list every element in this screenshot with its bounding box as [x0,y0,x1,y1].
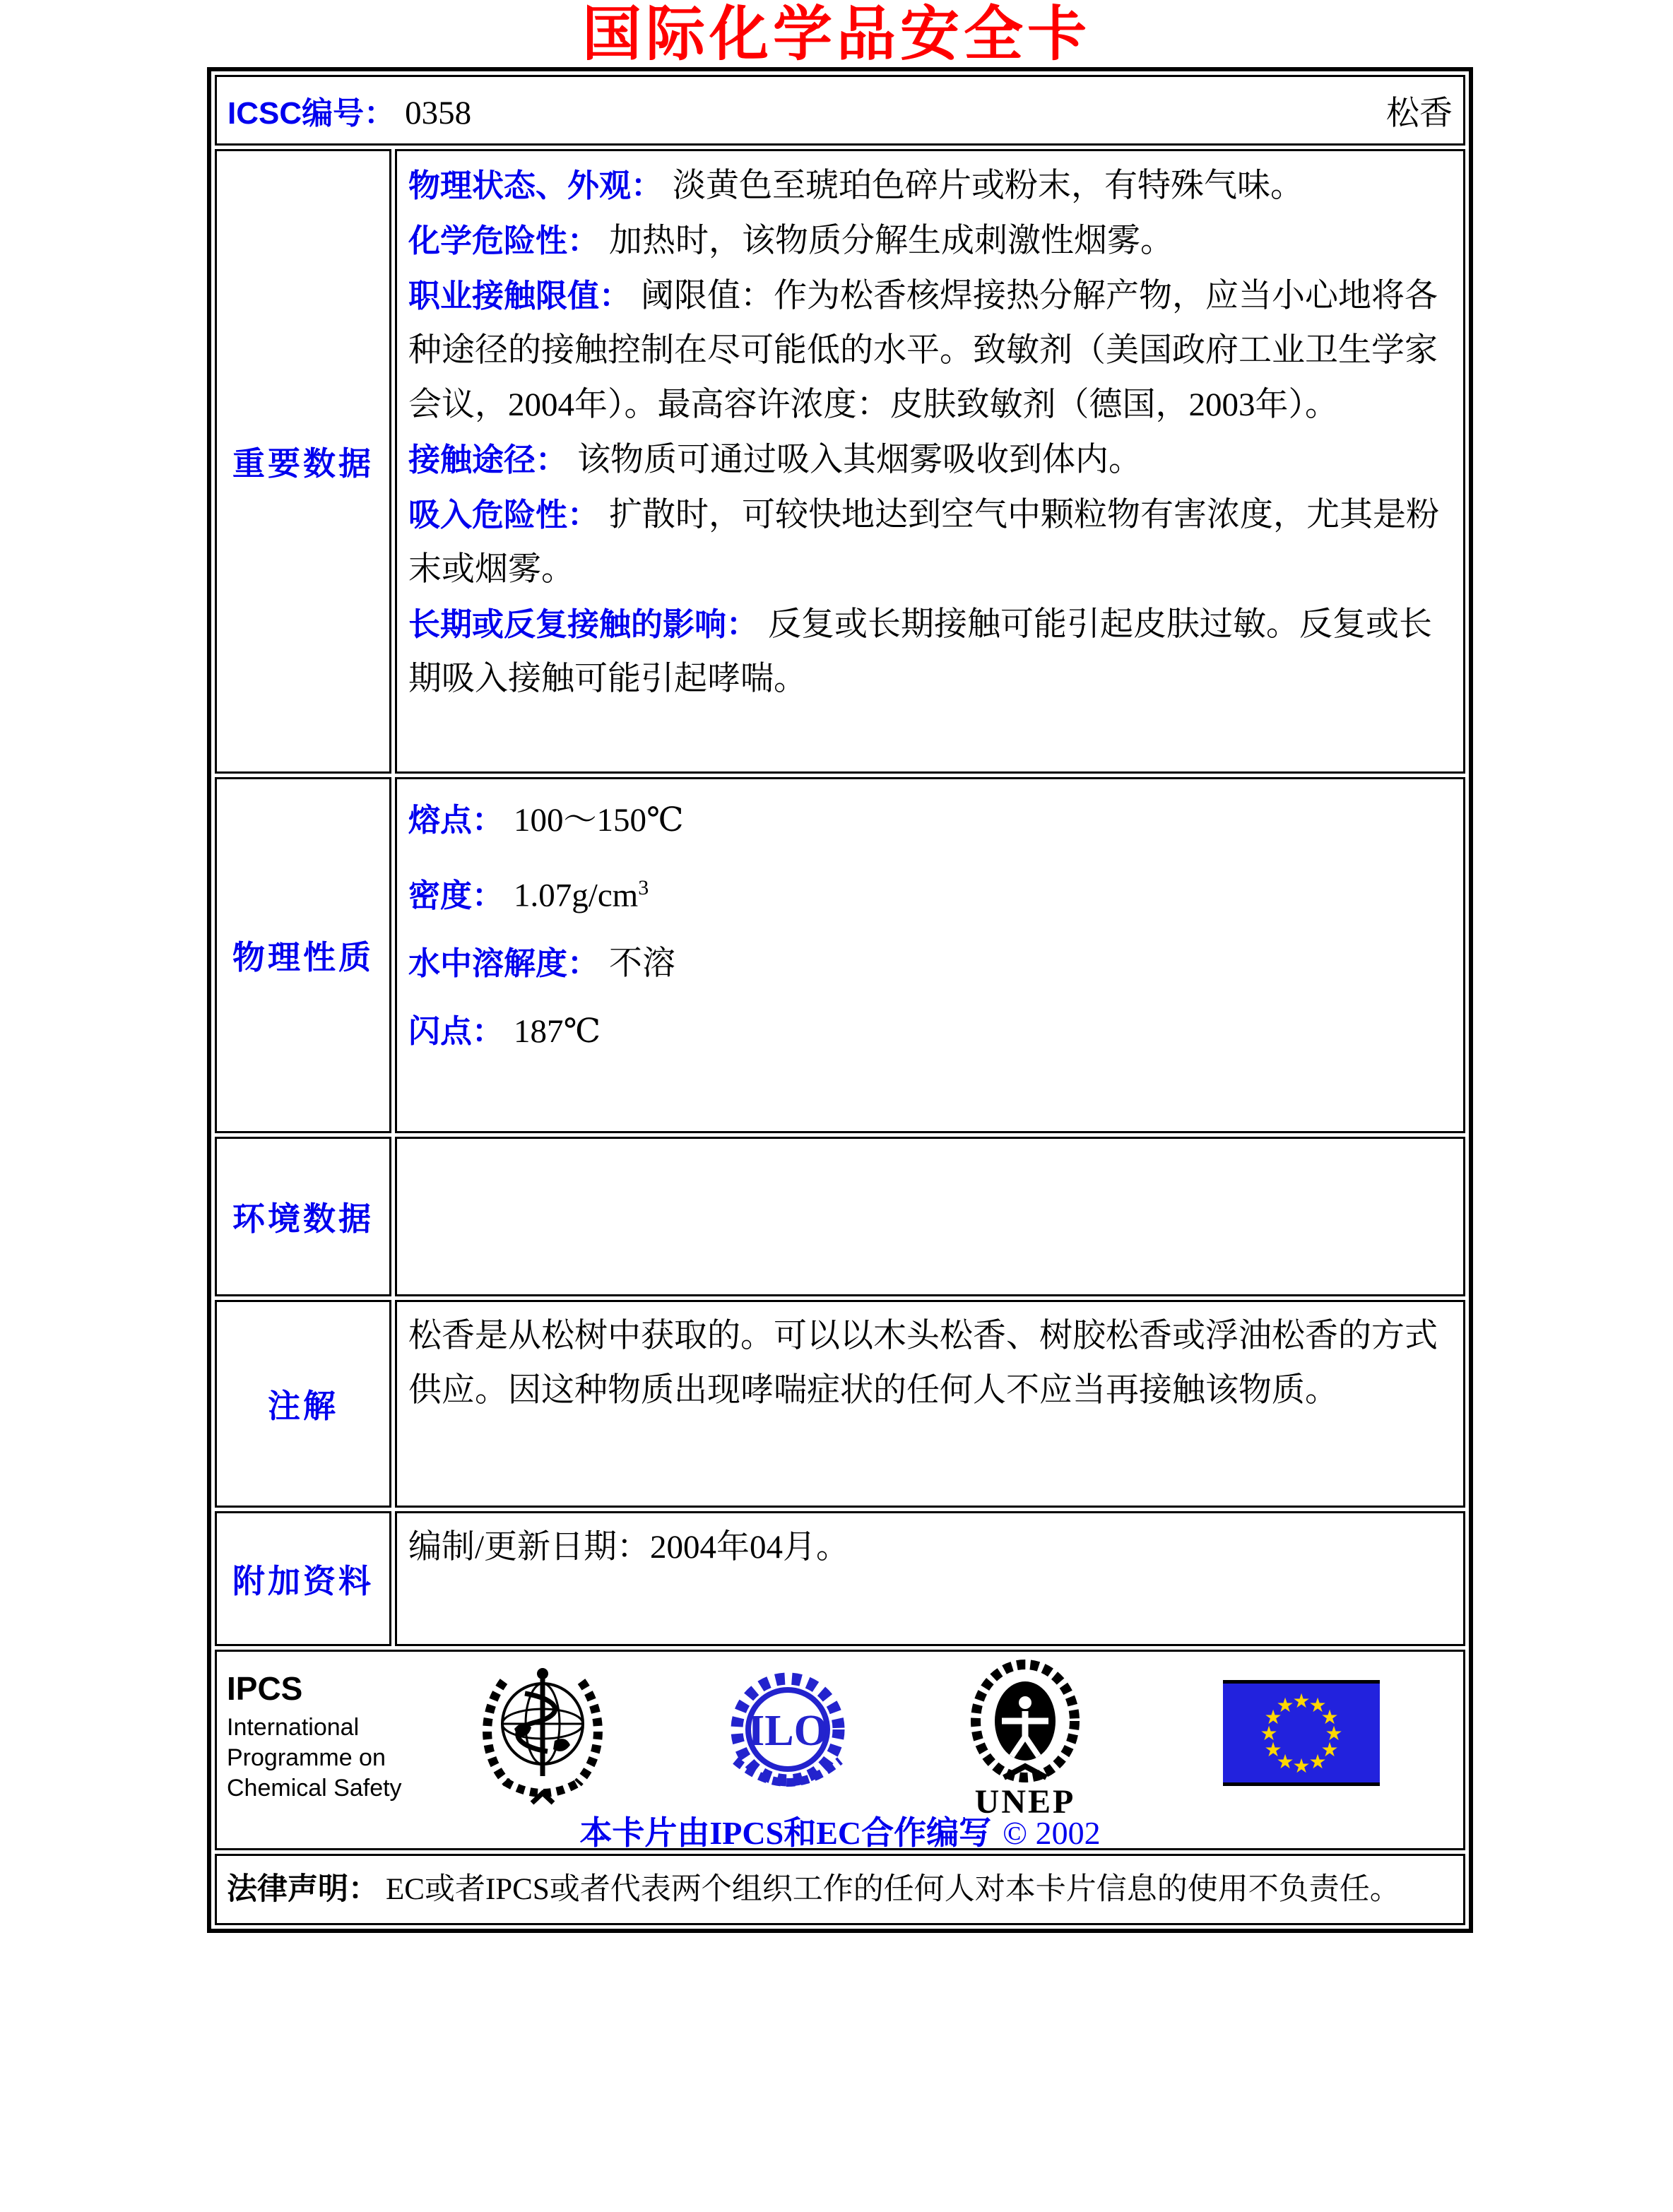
substance-name: 松香 [1386,95,1453,132]
physical-properties-row [215,777,1465,1133]
entry-label: 吸入危险性： [408,497,600,533]
prop-value: 187℃ [514,1012,601,1050]
section-label-notes: 注解 [215,1300,391,1508]
entry-inhalation-risk [408,487,1452,597]
svg-text:★: ★ [1264,1739,1282,1761]
notes-text: 松香是从松树中获取的。可以以木头松香、树胶松香或浮油松香的方式供应。因这种物质出现哮喘症状的任何人不应当再接触该物质。 [408,1318,1438,1409]
ipcs-acronym: IPCS [227,1670,303,1707]
entry-exposure-limits [408,268,1452,432]
prop-value: 不溶 [609,945,676,982]
ipcs-line: Chemical Safety [227,1775,402,1802]
prop-label: 水中溶解度： [408,945,600,981]
svg-text:★: ★ [1292,1756,1311,1778]
physical-properties-content [395,777,1465,1133]
logos-row [215,1650,1465,1850]
entry-text: 反复或长期接触可能引起皮肤过敏。反复或长期吸入接触可能引起哮喘。 [408,606,1433,697]
additional-info-row [215,1511,1465,1646]
notes-content [395,1300,1465,1508]
svg-text:★: ★ [1308,1695,1327,1717]
entry-text: 扩散时，可较快地达到空气中颗粒物有害浓度，尤其是粉末或烟雾。 [408,497,1440,588]
page-title: 国际化学品安全卡 [581,1,1091,67]
update-date-text: 编制/更新日期：2004年04月。 [408,1529,850,1566]
entry-label: 接触途径： [408,442,568,478]
svg-text:★: ★ [1264,1707,1282,1729]
svg-text:★: ★ [1276,1695,1294,1717]
entry-label: 职业接触限值： [408,278,632,314]
ipcs-text-block [227,1670,402,1804]
environmental-data-content [395,1137,1465,1296]
prop-value: 100～150℃ [514,802,684,839]
prop-flash-point [408,998,1452,1065]
entry-text: 淡黄色至琥珀色碎片或粉末，有特殊气味。 [673,167,1304,204]
unep-letters: UNEP [974,1783,1076,1821]
entry-label: 长期或反复接触的影响： [408,606,759,642]
legal-notice-label: 法律声明： [227,1872,379,1906]
section-label-important: 重要数据 [215,149,391,774]
environmental-data-row [215,1137,1465,1296]
unep-logo-block [963,1659,1087,1819]
svg-text:★: ★ [1325,1723,1343,1745]
entry-chemical-danger [408,213,1452,268]
entry-text: 该物质可通过吸入其烟雾吸收到体内。 [577,442,1142,478]
prop-label: 密度： [408,877,504,913]
additional-info-content [395,1511,1465,1646]
section-label-physical: 物理性质 [215,777,391,1133]
icsc-number-value: 0358 [405,95,472,131]
unep-logo-icon [965,1659,1085,1787]
ilo-logo-icon [721,1669,854,1804]
prop-value: 1.07g/cm [514,877,639,914]
notes-row [215,1300,1465,1508]
header-row [215,75,1465,146]
ipcs-line: Programme on [227,1744,386,1771]
prop-melting-point [408,786,1452,854]
card-header [218,78,1462,143]
icsc-number-group [227,88,471,133]
ipcs-line: International [227,1714,360,1741]
section-label-environment: 环境数据 [215,1137,391,1296]
svg-text:★: ★ [1292,1691,1311,1713]
svg-text:★: ★ [1260,1723,1278,1745]
who-logo-icon [475,1662,610,1809]
prop-water-solubility [408,930,1452,998]
svg-text:★: ★ [1320,1707,1339,1729]
entry-label: 物理状态、外观： [408,167,663,203]
prop-value-superscript: 3 [638,876,649,899]
svg-text:★: ★ [1308,1751,1327,1773]
legal-notice-row [215,1854,1465,1925]
icsc-card-table [207,67,1473,1933]
entry-exposure-routes [408,432,1452,487]
ilo-letters: ILO [747,1707,828,1755]
important-data-content [395,149,1465,774]
svg-text:★: ★ [1276,1751,1294,1773]
entry-label: 化学危险性： [408,223,600,259]
card-caption [217,1807,1463,1850]
eu-flag-icon [1223,1680,1380,1786]
entry-text: 加热时，该物质分解生成刺激性烟雾。 [609,223,1174,259]
caption-text: 本卡片由IPCS和EC合作编写 [579,1815,992,1850]
entry-physical-state [408,158,1452,213]
icsc-number-label: ICSC编号： [227,96,396,131]
section-label-additional: 附加资料 [215,1511,391,1646]
svg-text:★: ★ [1320,1739,1339,1761]
important-data-row [215,149,1465,774]
prop-density [408,854,1452,930]
prop-label: 熔点： [408,802,504,838]
entry-longterm-effects [408,597,1452,706]
entry-text: 阈限值：作为松香核焊接热分解产物，应当小心地将各种途径的接触控制在尽可能低的水平。致敏剂（美国政府工业卫生学家会议，2004年）。最高容许浓度：皮肤致敏剂（德国，2003年）。 [408,278,1438,423]
prop-label: 闪点： [408,1012,504,1049]
caption-copyright: © 2002 [1003,1815,1101,1850]
legal-notice-text: EC或者IPCS或者代表两个组织工作的任何人对本卡片信息的使用不负责任。 [386,1873,1400,1906]
